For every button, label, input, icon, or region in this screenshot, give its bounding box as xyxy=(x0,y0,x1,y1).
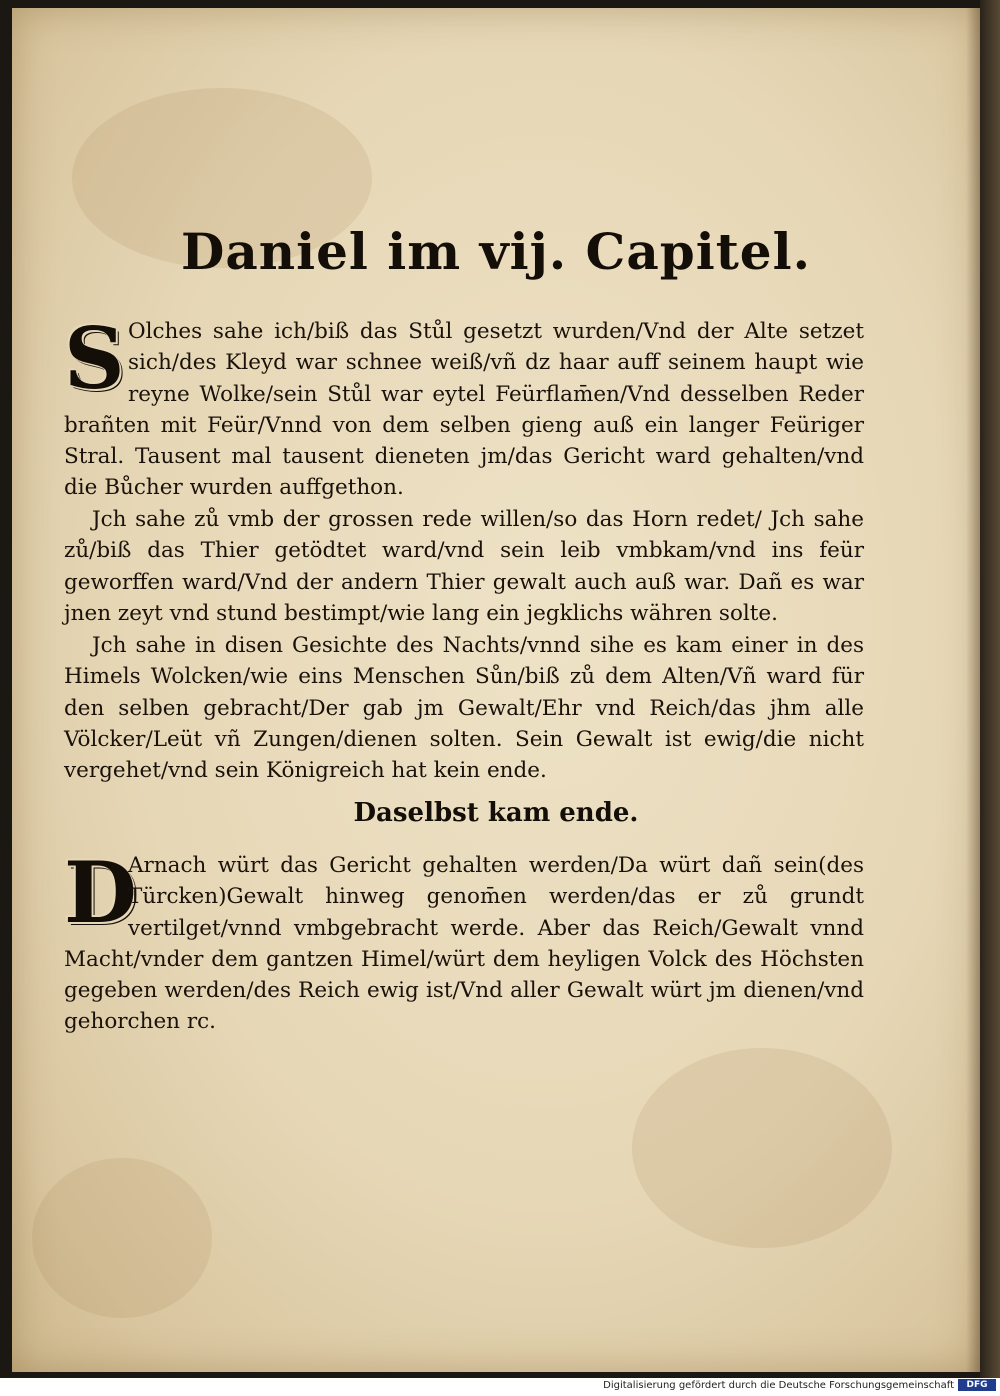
drop-cap-initial: S xyxy=(64,309,125,408)
paragraph-1 xyxy=(64,309,864,504)
paper-stain xyxy=(632,1048,892,1248)
scan-border xyxy=(980,0,1000,1378)
page-edge-shadow xyxy=(966,8,980,1372)
paragraph-2: Jch sahe zů vmb der grossen rede willen/so das Horn redet/ Jch sahe zů/biß das Thier getödtet ward/vnd sein leib vmbkam/vnd ins feür geworffen ward/Vnd der andern Thier gewalt auch auß war. Dañ es war jnen zeyt vnd stund bestimpt/wie lang ein jegklichs währen solte. xyxy=(64,507,864,626)
paragraph-3: Jch sahe in disen Gesichte des Nachts/vnnd sihe es kam einer in des Himels Wolcken/wie eins Menschen Sůn/biß zů dem Alten/Vñ ward für den selben gebracht/Der gab jm Gewalt/Ehr vnd Reich/das jhm alle Völcker/Leüt vñ Zungen/dienen solten. Sein Gewalt ist ewig/die nicht vergehet/vnd sein Königreich hat kein ende. xyxy=(64,633,864,784)
paragraph-4-text: Arnach würt das Gericht gehalten werden/Da würt dañ sein(des Türcken)Gewalt hinweg genom̄en werden/das er zů grundt vertilget/vnnd vmbgebracht werde. Aber das Reich/Gewalt vnnd Macht/vnder dem gantzen Himel/würt dem heyligen Volck des Höchsten gegeben werden/des Reich ewig ist/Vnd aller Gewalt würt jm dienen/vnd gehorchen rc. xyxy=(64,853,864,1035)
paper-stain xyxy=(32,1158,212,1318)
section-heading: Daselbst kam ende. xyxy=(353,798,639,828)
digitization-credit: Digitalisierung gefördert durch die Deutsche Forschungsgemeinschaft xyxy=(603,1380,954,1391)
chapter-title: Daniel im vij. Capitel. xyxy=(180,222,812,281)
book-page xyxy=(12,8,980,1372)
dfg-logo: DFG xyxy=(958,1379,996,1391)
drop-cap-initial: D xyxy=(64,843,137,942)
paragraph-1-text: Olches sahe ich/biß das Stůl gesetzt wurden/Vnd der Alte setzet sich/des Kleyd war schnee weiß/vñ dz haar auff seinem haupt wie reyne Wolke/sein Stůl war eytel Feürflam̄en/Vnd desselben Reder brañten mit Feür/Vnnd von dem selben gieng auß ein langer Feüriger Stral. Tausent mal tausent dieneten jm/das Gericht ward gehalten/vnd die Bůcher wurden auffgethon. xyxy=(64,319,864,501)
paragraph-4 xyxy=(64,843,864,1038)
